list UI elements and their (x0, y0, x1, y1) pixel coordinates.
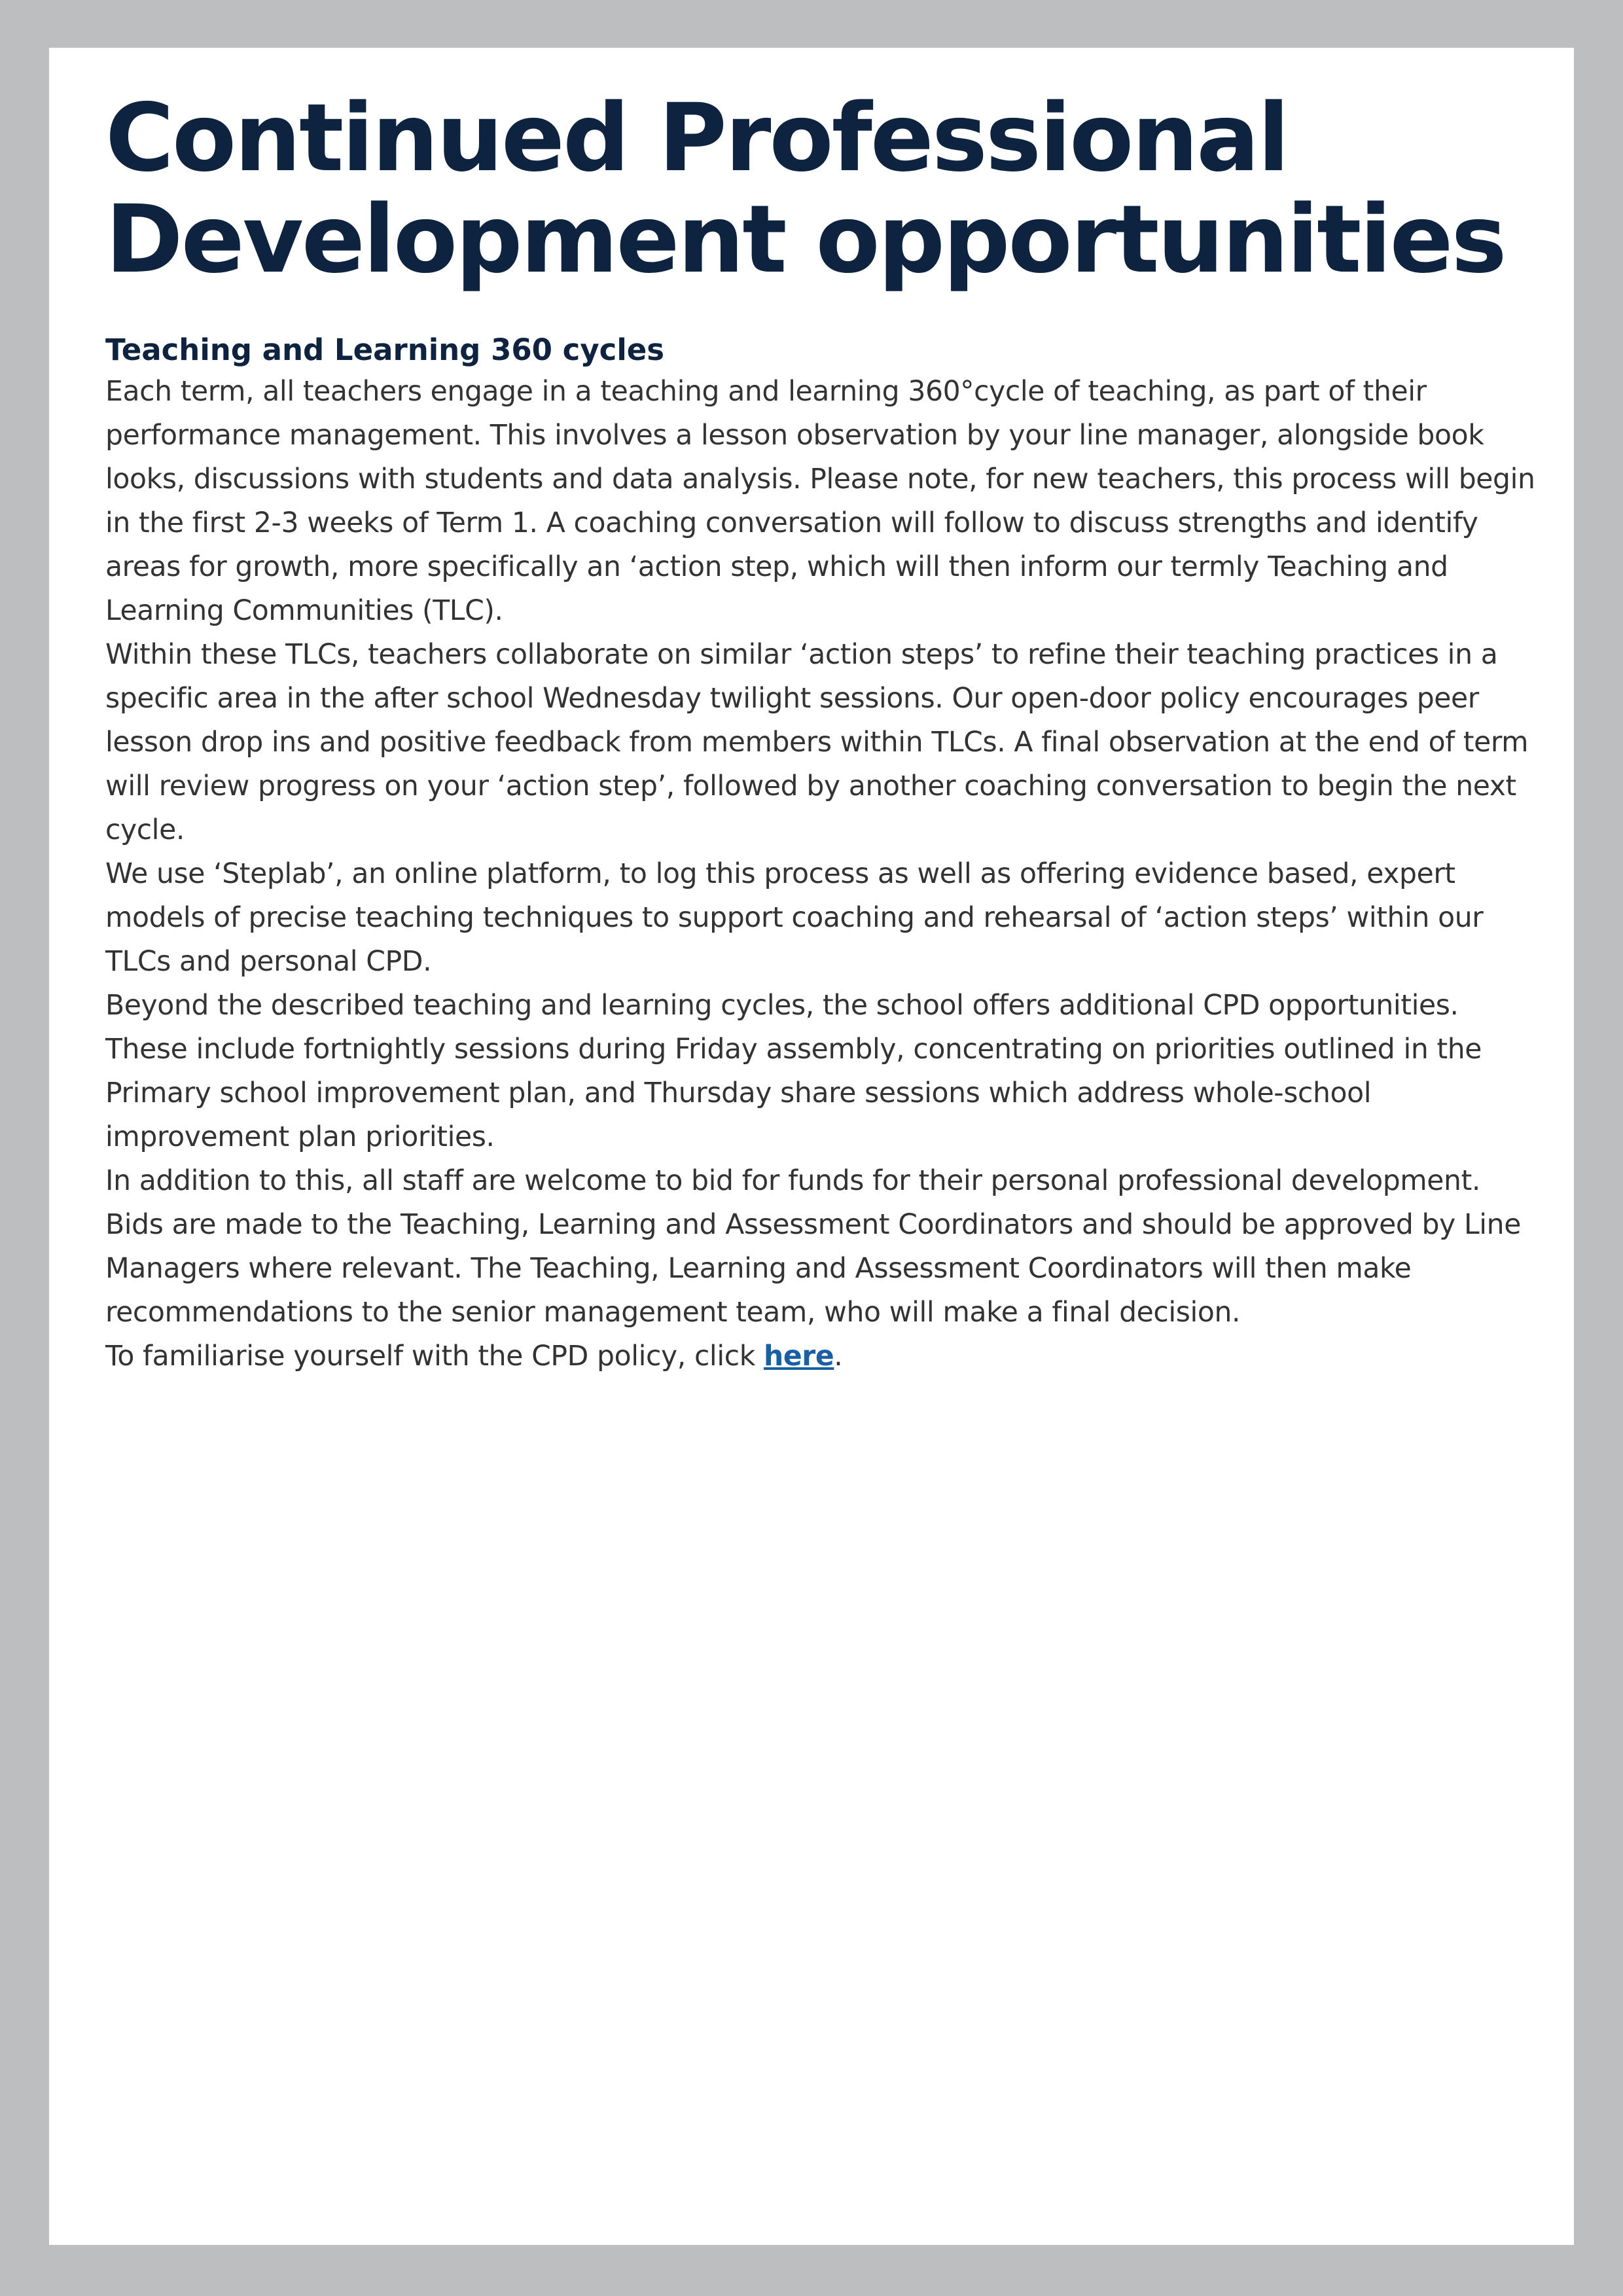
paragraph-tlc: Within these TLCs, teachers collaborate on similar ‘action steps’ to refine their teaching practices in a specific area in the after school Wednesday twilight sessions. Our open-door policy encourages peer lesson drop ins and positive feedback from members within TLCs. A final observation at the end of term will review progress on your ‘action step’, followed by another coaching conversation to begin the next cycle. (105, 639, 1529, 846)
paragraph-steplab: We use ‘Steplab’, an online platform, to log this process as well as offering evidence based, expert models of precise teaching techniques to support coaching and rehearsal of ‘action steps’ within our TLCs and personal CPD. (105, 858, 1484, 978)
paragraph-additional-cpd: Beyond the described teaching and learning cycles, the school offers additional CPD opportunities. These include fortnightly sessions during Friday assembly, concentrating on priorities outlined in the Primary school improvement plan, and Thursday share sessions which address whole-school improvement plan priorities. (105, 990, 1482, 1153)
policy-end-punctuation: . (834, 1340, 843, 1372)
paragraph-cpd-policy (105, 1335, 1545, 1378)
page-title (105, 83, 1545, 294)
page-content (105, 83, 1565, 1378)
paragraph-360-cycle: Each term, all teachers engage in a teaching and learning 360°cycle of teaching, as part of their performance management. This involves a lesson observation by your line manager, alongside book looks, discussions with students and data analysis. Please note, for new teachers, this process will begin in the first 2-3 weeks of Term 1. A coaching conversation will follow to discuss strengths and identify areas for growth, more specifically an ‘action step, which will then inform our termly Teaching and Learning Communities (TLC). (105, 376, 1535, 627)
title-line-1: Continued Professional (105, 83, 1288, 192)
cpd-policy-link[interactable]: here (764, 1340, 834, 1372)
paragraph-funding-bids: In addition to this, all staff are welcome to bid for funds for their personal professional development. Bids are made to the Teaching, Learning and Assessment Coordinators and should be approved by Line Managers where relevant. The Teaching, Learning and Assessment Coordinators will then make recommendations to the senior management team, who will make a final decision. (105, 1165, 1521, 1329)
document-page (49, 48, 1574, 2245)
policy-text: To familiarise yourself with the CPD policy, click (105, 1340, 764, 1372)
section-heading: Teaching and Learning 360 cycles (105, 332, 665, 367)
title-line-2: Development opportunities (105, 185, 1505, 294)
